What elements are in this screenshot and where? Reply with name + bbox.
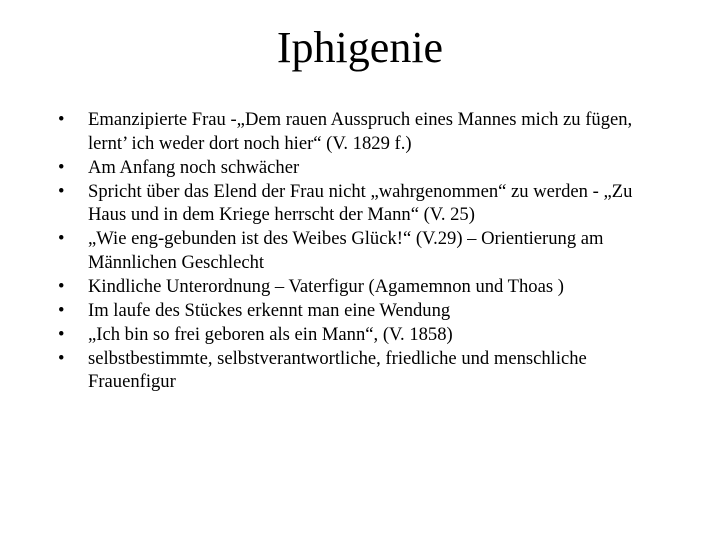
bullet-dot-icon: • xyxy=(58,180,65,202)
bullet-text: Am Anfang noch schwächer xyxy=(88,156,300,178)
bullet-dot-icon: • xyxy=(58,323,65,345)
bullet-item-2 xyxy=(58,156,670,180)
bullet-list xyxy=(58,108,670,394)
bullet-item-3 xyxy=(58,180,670,227)
slide-title: Iphigenie xyxy=(276,23,444,72)
bullet-text: „Wie eng-gebunden ist des Weibes Glück!“ (V.29) – Orientierung am Männlichen Geschlecht xyxy=(88,228,604,273)
bullet-text: „Ich bin so frei geboren als ein Mann“, (V. 1858) xyxy=(88,323,453,345)
bullet-item-4 xyxy=(58,227,670,274)
bullet-dot-icon: • xyxy=(58,275,65,297)
bullet-text: Spricht über das Elend der Frau nicht „wahrgenommen“ zu werden - „Zu Haus und in dem Kriege herrscht der Mann“ (V. 25) xyxy=(88,180,633,225)
bullet-text: selbstbestimmte, selbstverantwortliche, friedliche und menschliche Frauenfigur xyxy=(88,347,587,392)
bullet-dot-icon: • xyxy=(58,347,65,369)
bullet-item-7 xyxy=(58,323,670,347)
bullet-item-8 xyxy=(58,347,670,394)
bullet-text: Kindliche Unterordnung – Vaterfigur (Agamemnon und Thoas ) xyxy=(88,275,564,297)
bullet-text: Im laufe des Stückes erkennt man eine Wendung xyxy=(88,299,451,321)
bullet-dot-icon: • xyxy=(58,299,65,321)
bullet-dot-icon: • xyxy=(58,228,65,249)
bullet-item-5 xyxy=(58,275,670,299)
bullet-item-1 xyxy=(58,108,670,155)
bullet-dot-icon: • xyxy=(58,156,65,178)
bullet-dot-icon: • xyxy=(58,109,65,130)
bullet-item-6 xyxy=(58,299,670,323)
bullet-text: Emanzipierte Frau -„Dem rauen Ausspruch eines Mannes mich zu fügen, lernt’ ich weder dort noch hier“ (V. 1829 f.) xyxy=(88,109,633,154)
